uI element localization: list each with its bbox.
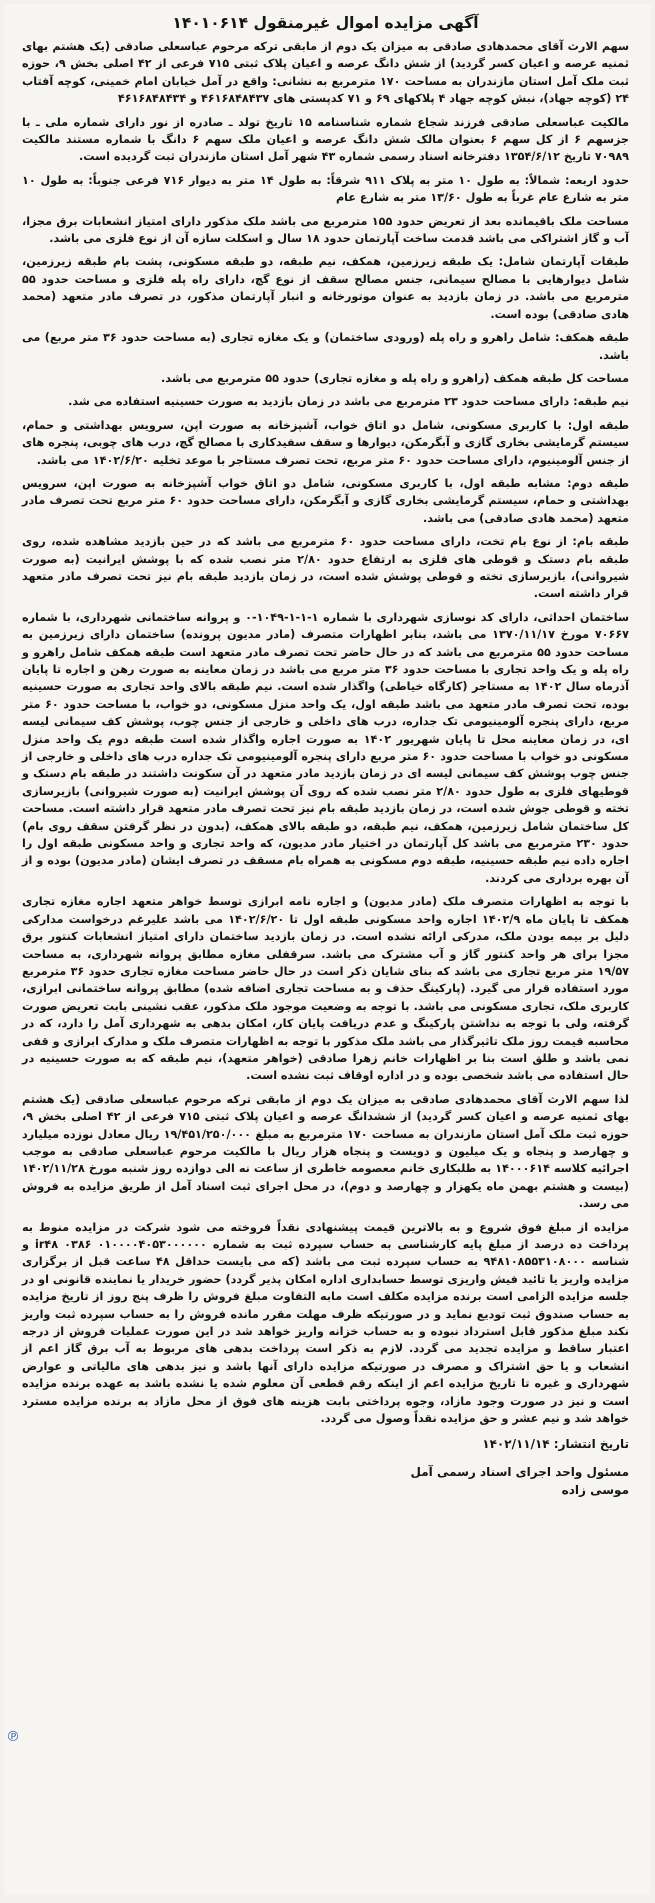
notice-paragraph: لذا سهم الارث آقای محمدهادی صادقی به میزان یک دوم از مابقی ترکه مرحوم عباسعلی صادقی (یک هشتم بهای ثمنیه عرصه و اعیان کسر گردید) از ششدانگ عرصه و اعیان پلاک ثبتی ۷۱۵ فرعی از ۴۲ اصلی بخش ۹، حوزه ثبت ملک آمل استان مازندران به مساحت ۱۷۰ مترمربع به مبلغ ۱۹/۴۵۱/۲۵۰/۰۰۰ ریال معادل نوزده میلیارد و چهارصد و پنجاه و یک میلیون و دویست و پنجاه هزار ریال با مالکیت مرحوم عباسعلی صادقی به موجب اجرائیه کلاسه ۱۴۰۰۰۶۱۴ به طلبکاری خانم معصومه خاطری از ساعت نه الی دوازده روز شنبه مورخ ۱۴۰۲/۱۱/۲۸ (بیست و هشتم بهمن ماه یکهزار و چهارصد و دوم)، در محل اجرای ثبت اسناد آمل از طریق مزایده به فروش می رسد. [22, 1092, 629, 1211]
notice-paragraph: طبقه بام: از نوع بام تخت، دارای مساحت حدود ۶۰ مترمربع می باشد که در حین بازدید مشاهده شده، روی طبقه بام دستک و قوطی های فلزی به ارتفاع حدود ۲/۸۰ متر نصب شده که با پوشش ایرانیت (به صورت شیروانی)، بازیرسازی تخته و قوطی پوشش شده است، در زمان بازدید طبقه بام نیز تحت تصرف مادر متعهد قرار داشته است. [22, 535, 629, 601]
auction-notice [4, 4, 651, 1895]
notice-paragraph: ساختمان احداثی، دارای کد نوسازی شهرداری با شماره ۱-۱-۱-۱۰۴۹-۰ و پروانه ساختمانی شهرداری، با شماره ۷۰۶۶۷ مورخ ۱۳۷۰/۱۱/۱۷ می باشد، بنابر اظهارات متصرف (مادر مدیون پرونده) ساختمان دارای زیرزمین به مساحت حدود ۵۵ مترمربع می باشد که در حال حاضر تحت تصرف مادر متعهد است طبقه همکف شامل راهرو و راه پله و یک واحد تجاری با مساحت حدود ۳۶ متر مربع می باشد در زمان معاینه به صورت رهن و اجاره تا پایان آذرماه سال ۱۴۰۲ به مستاجر (کارگاه خیاطی) واگذار شده است. نیم طبقه بالای واحد تجاری به صورت حسینیه بوده، تحت تصرف مادر متعهد می باشد طبقه اول، یک واحد منزل مسکونی، دو خواب، با مساحت حدود ۶۰ متر مربع، دارای پنجره آلومینیومی تک جداره، درب های داخلی و خارجی از جنس چوب، پوشش کف سیمانی لیسه ای، در زمان معاینه محل تا پایان شهریور ۱۴۰۲ به صورت اجاره واگذار شده است طبقه دوم یک واحد منزل مسکونی دو خواب با مساحت حدود ۶۰ متر مربع دارای پنجره آلومینیومی تک جداره درب های داخلی و خارجی از جنس چوب پوشش کف سیمانی لیسه ای در زمان بازدید مادر متعهد در آن سکونت داشتند در طبقه بام دستک و قوطیهای فلزی به طول حدود ۲/۸۰ متر نصب شده که روی آن پوشش ایرانیت (به صورت شیروانی) بازیرسازی تخته و قوطی جوش شده است، در زمان بازدید طبقه بام نیز تحت تصرف مادر متعهد قرار داشته است. مساحت کل ساختمان شامل زیرزمین، همکف، نیم طبقه، دو طبقه بالای همکف، (بدون در نظر گرفتن سقف روی بام) حدود ۲۳۰ مترمربع می باشد کل آپارتمان در اختیار مادر مدیون، که واحد تجاری و واحد مسکونی طبقه اول را اجاره داده نیم طبقه حسینیه، طبقه دوم مسکونی به همراه بام مسقف در تصرف ایشان (مادر مدیون) بوده و از آن بهره برداری می کردند. [22, 610, 630, 885]
notice-paragraph: سهم الارث آقای محمدهادی صادقی به میزان یک دوم از مابقی ترکه مرحوم عباسعلی صادقی (یک هشتم بهای ثمنیه عرصه و اعیان کسر گردید) از شش دانگ عرصه و اعیان پلاک ثبتی ۷۱۵ فرعی از ۴۲ اصلی بخش ۹، حوزه ثبت ملک آمل استان مازندران به مساحت ۱۷۰ مترمربع به نشانی: واقع در آمل خیابان امام خمینی، کوچه آفتاب ۲۴ (کوچه جهاد)، نبش کوچه جهاد ۴ پلاکهای ۶۹ و ۷۱ کدپستی های ۴۶۱۶۸۴۸۴۳۷ و ۴۶۱۶۸۴۸۴۳۴ [22, 40, 629, 106]
signature-name: موسی زاده [561, 1483, 629, 1498]
publish-date: تاریخ انتشار: ۱۴۰۲/۱۱/۱۴ [482, 1437, 629, 1452]
notice-paragraph: طبقه همکف: شامل راهرو و راه پله (ورودی ساختمان) و یک مغازه تجاری (به مساحت حدود ۳۶ متر مربع) می باشد. [22, 331, 629, 362]
notice-paragraph: نیم طبقه: دارای مساحت حدود ۲۳ مترمربع می باشد در زمان بازدید به صورت حسینیه استفاده می شد. [68, 395, 629, 409]
notice-paragraph: حدود اربعه: شمالاً: به طول ۱۰ متر به پلاک ۹۱۱ شرقاً: به طول ۱۴ متر به دیوار ۷۱۶ فرعی جنوباً: به طول ۱۰ متر به شارع عام غرباً به طول ۱۳/۶۰ متر به شارع عام [22, 173, 630, 205]
notice-paragraph: طبقه اول: با کاربری مسکونی، شامل دو اتاق خواب، آشپزخانه به صورت اپن، سرویس بهداشتی و حمام، سیستم گرمایشی بخاری گازی و آبگرمکن، دیوارها و سقف سفیدکاری با مصالح گچ، درب های چوبی، پنجره های از جنس آلومینیوم، دارای مساحت حدود ۶۰ متر مربع، تحت تصرف مستاجر با موعد تخلیه ۱۴۰۲/۶/۲۰ می باشد. [22, 418, 629, 467]
notice-title: آگهی مزایده اموال غیرمنقول ۱۴۰۱۰۶۱۴ [172, 14, 479, 32]
notice-paragraph: با توجه به اظهارات متصرف ملک (مادر مدیون) و اجاره نامه ابرازی توسط خواهر متعهد اجاره مغازه تجاری همکف تا پایان ماه ۱۴۰۲/۹ اجاره واحد مسکونی طبقه اول تا ۱۴۰۲/۶/۲۰ می باشد علیرغم درخواست مدارکی دلیل بر بیمه بودن ملک، مدرکی ارائه نشده است. در زمان بازدید ساختمان دارای امتیاز انشعابات کنتور برق مجزا برای هر واحد کنتور گاز و آب مشترک می باشد. سرقفلی مغازه مطابق پروانه شهرداری، به مساحت ۱۹/۵۷ متر مربع تجاری می باشد که بنای شایان ذکر است در حال حاضر مساحت مغازه تجاری حدود ۳۶ مترمربع مورد استفاده قرار می گیرد. (پارکینگ حذف و به مساحت تجاری اضافه شده) مطابق پروانه ساختمانی ابرازی، کاربری ملک، تجاری مسکونی می باشد. با توجه به وضعیت موجود ملک مذکور، عقب نشینی بابت تعریض صورت گرفته، ولی با توجه به نداشتن پارکینگ و عدم دریافت پایان کار، امکان بدهی به شهرداری آمل را دارد، که در محاسبه قیمت روز ملک تاثیرگذار می باشد ملک مذکور با توجه به اظهارات متصرف ملک و مدارک ابرازی و قفی نمی باشد و طلق است بنا بر اظهارات خانم زهرا صادقی (خواهر متعهد)، نیم طبقه که به صورت حسینیه در حال استفاده می باشد شخصی بوده و در اداره اوقاف ثبت نشده است. [22, 895, 630, 1083]
margin-scribble-icon: ℗ [6, 1729, 20, 1745]
notice-footer [22, 1435, 629, 1499]
notice-paragraph: مساحت کل طبقه همکف (راهرو و راه پله و مغازه تجاری) حدود ۵۵ مترمربع می باشد. [161, 371, 629, 385]
notice-paragraph: مالکیت عباسعلی صادقی فرزند شجاع شماره شناسنامه ۱۵ تاریخ تولد ـ صادره از نور دارای شماره ملی ـ با جزسهم ۶ از کل سهم ۶ بعنوان مالک شش دانگ عرصه و اعیان ملک سهم ۶ دانگ با شماره مستند مالکیت ۷۰۹۸۹ تاریخ ۱۳۵۴/۶/۱۲ دفترخانه اسناد رسمی شماره ۴۳ شهر آمل استان مازندران ثبت گردیده است. [22, 115, 629, 164]
notice-paragraph: مزایده از مبلغ فوق شروع و به بالاترین قیمت پیشنهادی نقداً فروخته می شود شرکت در مزایده منوط به پرداخت ده درصد از مبلغ پایه کارشناسی به حساب سپرده ثبت به شماره ۰۱۰۰۰۰۴۰۵۳۰۰۰۰۰۰ ۰۳۸۶ ir۴۸ و شناسه ۹۴۸۱۰۸۵۵۳۱۰۸۰۰۰ به حساب سپرده ثبت می باشد (که می بایست حداقل ۴۸ ساعت قبل از برگزاری مزایده واریز یا تائید فیش واریزی توسط حسابداری اداره امکان پذیر گردد) حضور خریدار یا نماینده قانونی او در جلسه مزایده الزامی است برنده مزایده مکلف است مابه التفاوت مبلغ فروش را ظرف پنج روز از تاریخ مزایده به حساب صندوق ثبت تودیع نماید و در صورتیکه ظرف مهلت مقرر مانده فروش را به حساب سپرده ثبت واریز نکند مبلغ مذکور قابل استرداد نبوده و به حساب خزانه واریز خواهد شد در این صورت عملیات فروش از درجه اعتبار ساقط و مزایده تجدید می گردد. لازم به ذکر است پرداخت بدهی های مربوط به آب برق گاز اعم از انشعاب و یا حق اشتراک و مصرف در صورتیکه مزایده دارای آنها باشد و نیز بدهی های مالیاتی و عوارض شهرداری و غیره تا تاریخ مزایده اعم از اینکه رقم قطعی آن معلوم شده یا نشده باشد به عهده برنده مزایده است و نیز در صورت وجود مازاد، وجوه پرداختی بابت هزینه های فوق از محل مازاد به برنده مزایده مسترد خواهد شد و نیم عشر و حق مزایده نقداً وصول می گردد. [22, 1220, 630, 1426]
notice-paragraph: طبقات آپارتمان شامل: یک طبقه زیرزمین، همکف، نیم طبقه، دو طبقه مسکونی، پشت بام طبقه زیرزمین، شامل دیوارهایی با مصالح سیمانی، جنس مصالح سقف از نوع گچ، دارای راه پله فلزی و مساحت حدود ۵۵ مترمربع می باشد. در زمان بازدید به عنوان موتورخانه و انبار آپارتمان مذکور، در تصرف مادر متعهد (محمد هادی صادقی) بوده است. [22, 255, 629, 321]
notice-paragraph: طبقه دوم: مشابه طبقه اول، با کاربری مسکونی، شامل دو اتاق خواب آشپزخانه به صورت اپن، سرویس بهداشتی و حمام، سیستم گرمایشی بخاری گازی و آبگرمکن، دارای مساحت حدود ۶۰ متر مربع تحت تصرف مادر متعهد (محمد هادی صادقی) می باشد. [22, 476, 629, 525]
notice-paragraph: مساحت ملک باقیمانده بعد از تعریض حدود ۱۵۵ مترمربع می باشد ملک مذکور دارای امتیاز انشعابات برق مجزا، آب و گاز اشتراکی می باشد قدمت ساخت آپارتمان حدود ۱۸ سال و اسکلت سازه آن از نوع فلزی می باشد. [22, 214, 629, 246]
signature-title: مسئول واحد اجرای اسناد رسمی آمل [410, 1465, 629, 1480]
notice-body [22, 38, 629, 1427]
